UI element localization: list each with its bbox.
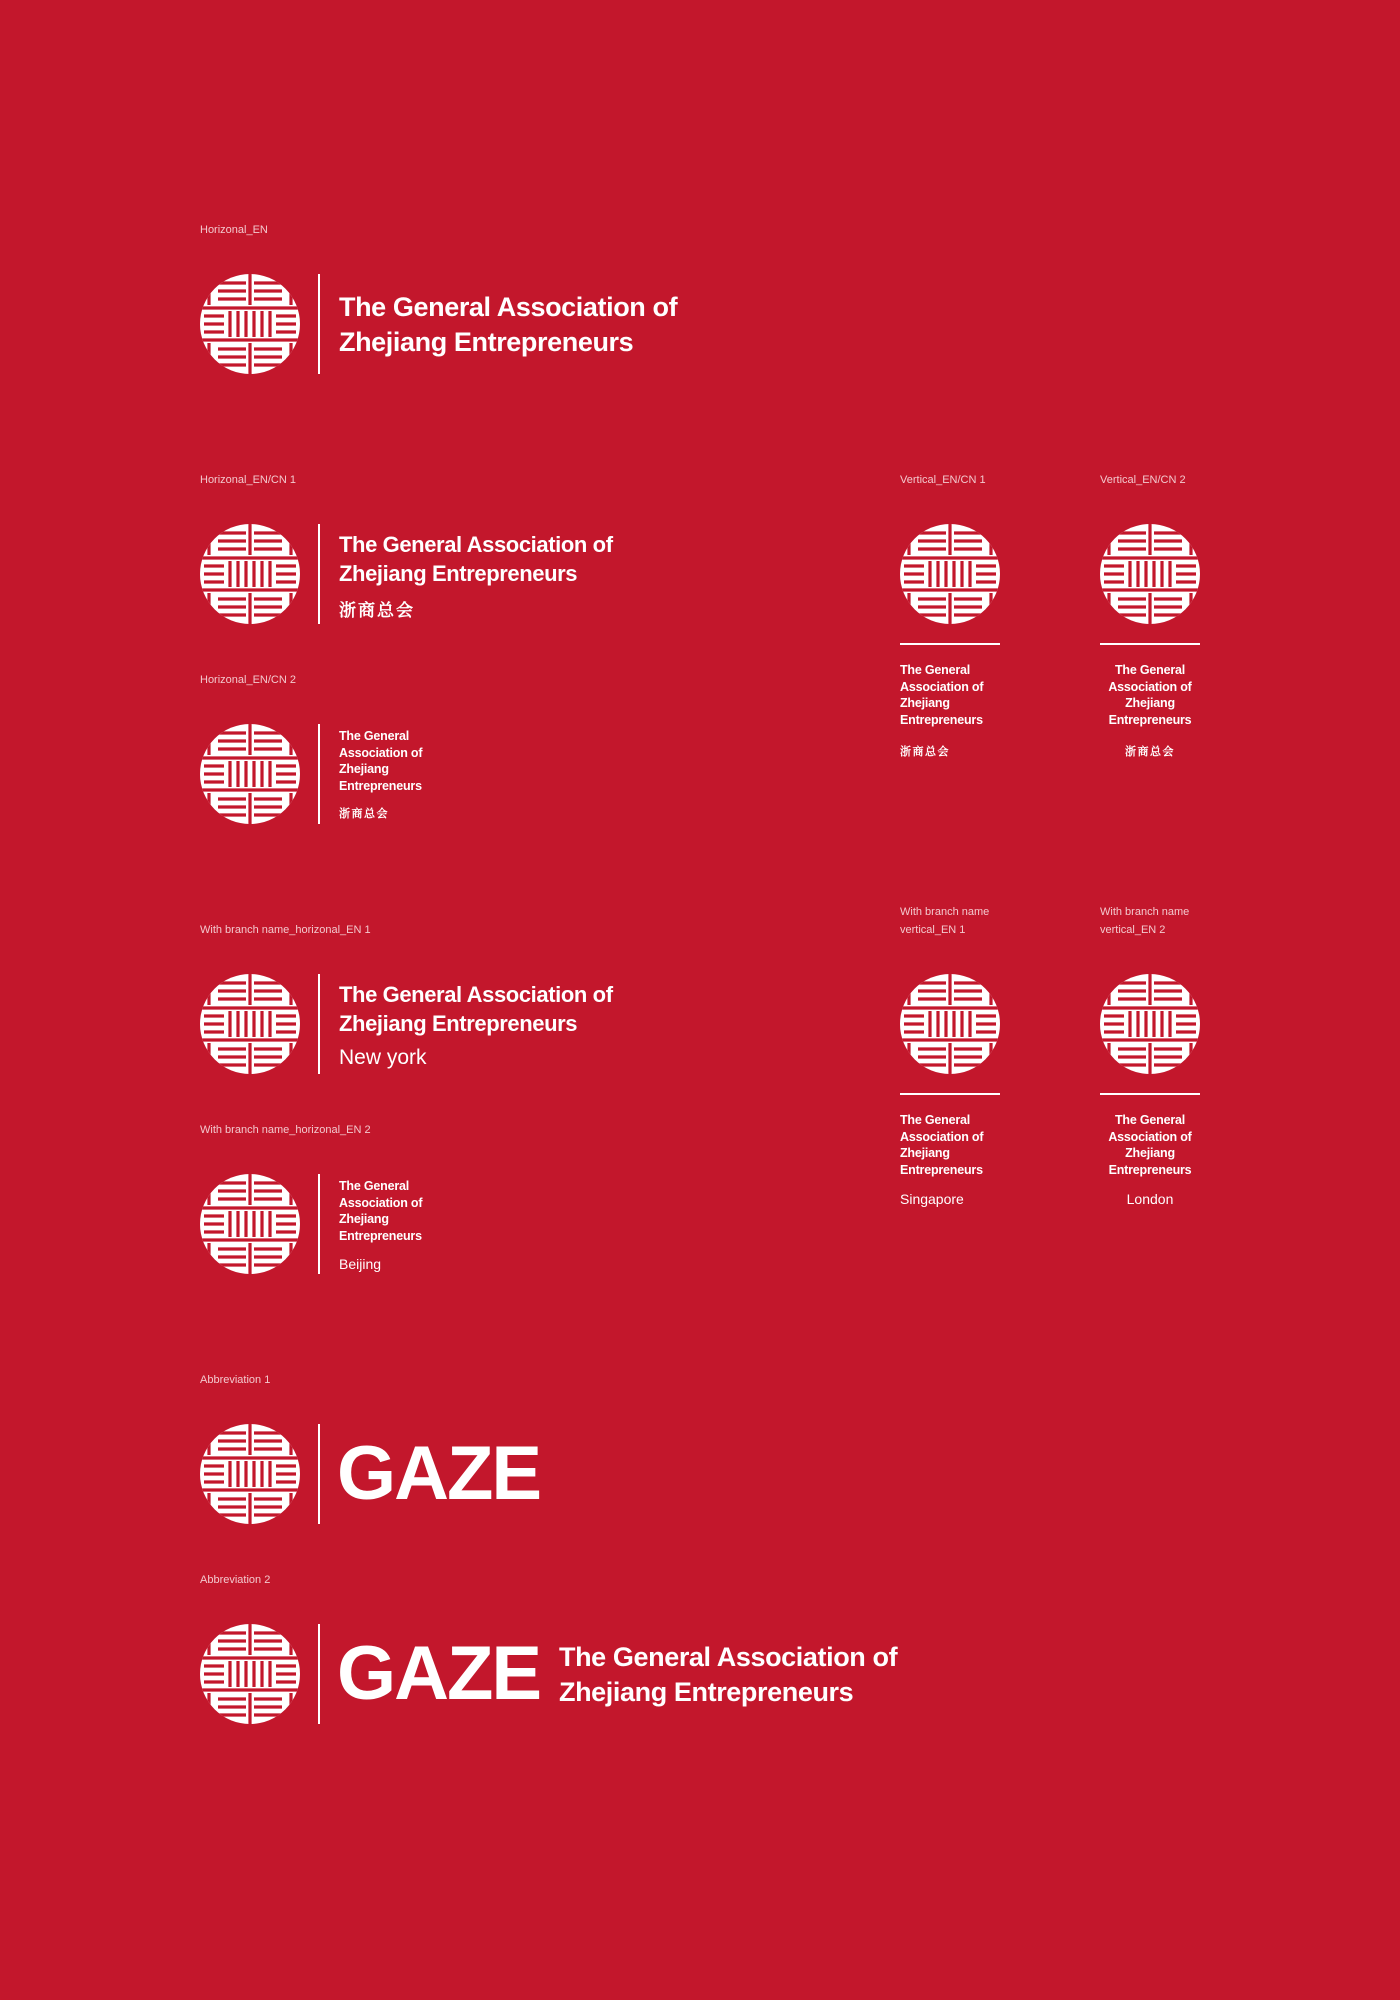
org-name-en: The General Association of Zhejiang Entrepreneurs <box>559 1642 898 1707</box>
caption-horizontal-en: Horizonal_EN <box>200 224 268 236</box>
caption-horizontal-en-cn-1: Horizonal_EN/CN 1 <box>200 474 296 486</box>
divider <box>318 974 320 1074</box>
emblem-icon <box>1100 974 1200 1074</box>
caption-horizontal-en-cn-2: Horizonal_EN/CN 2 <box>200 674 296 686</box>
emblem-icon <box>200 524 300 624</box>
divider <box>900 643 1000 645</box>
org-name-cn: 浙商总会 <box>1125 745 1175 758</box>
divider <box>900 1093 1000 1095</box>
branch-name: Beijing <box>339 1256 382 1272</box>
org-name-en-stacked: The General Association of Zhejiang Entrepreneurs <box>1108 663 1192 727</box>
abbreviation: GAZE <box>337 1631 541 1716</box>
org-name-en-stacked: The General Association of Zhejiang Entrepreneurs <box>339 729 423 793</box>
org-name-en: The General Association of Zhejiang Entrepreneurs <box>339 292 678 357</box>
caption-abbreviation-1: Abbreviation 1 <box>200 1374 271 1386</box>
org-name-cn: 浙商总会 <box>339 807 389 820</box>
divider <box>318 524 320 624</box>
divider <box>1100 643 1200 645</box>
emblem-icon <box>200 1424 300 1524</box>
caption-branch-horizontal-en-1: With branch name_horizonal_EN 1 <box>200 924 371 936</box>
divider <box>318 274 320 374</box>
emblem-icon <box>900 524 1000 624</box>
org-name-en-stacked: The General Association of Zhejiang Entrepreneurs <box>900 1113 984 1177</box>
org-name-en: The General Association of Zhejiang Entrepreneurs <box>339 532 613 586</box>
emblem-icon <box>200 724 300 824</box>
emblem-icon <box>200 1174 300 1274</box>
branch-name: New york <box>339 1046 427 1069</box>
org-name-en-stacked: The General Association of Zhejiang Entrepreneurs <box>339 1179 423 1243</box>
caption-branch-horizontal-en-2: With branch name_horizonal_EN 2 <box>200 1124 371 1136</box>
caption-vertical-en-cn-2: Vertical_EN/CN 2 <box>1100 474 1186 486</box>
emblem-icon <box>1100 524 1200 624</box>
emblem-icon <box>200 1624 300 1724</box>
divider <box>318 1424 320 1524</box>
divider <box>318 1174 320 1274</box>
divider <box>318 724 320 824</box>
org-name-cn: 浙商总会 <box>339 601 415 621</box>
emblem-icon <box>200 274 300 374</box>
emblem-icon <box>900 974 1000 1074</box>
abbreviation: GAZE <box>337 1431 541 1516</box>
caption-abbreviation-2: Abbreviation 2 <box>200 1574 271 1586</box>
caption-vertical-en-cn-1: Vertical_EN/CN 1 <box>900 474 986 486</box>
divider <box>1100 1093 1200 1095</box>
caption-branch-vertical-en-2: With branch name vertical_EN 2 <box>1100 906 1190 936</box>
org-name-en-stacked: The General Association of Zhejiang Entrepreneurs <box>900 663 984 727</box>
org-name-en: The General Association of Zhejiang Entrepreneurs <box>339 982 613 1036</box>
branch-name: London <box>1126 1191 1174 1207</box>
org-name-en-stacked: The General Association of Zhejiang Entrepreneurs <box>1108 1113 1192 1177</box>
caption-branch-vertical-en-1: With branch name vertical_EN 1 <box>900 906 990 936</box>
branch-name: Singapore <box>900 1191 964 1207</box>
org-name-cn: 浙商总会 <box>900 745 950 758</box>
divider <box>318 1624 320 1724</box>
emblem-icon <box>200 974 300 1074</box>
